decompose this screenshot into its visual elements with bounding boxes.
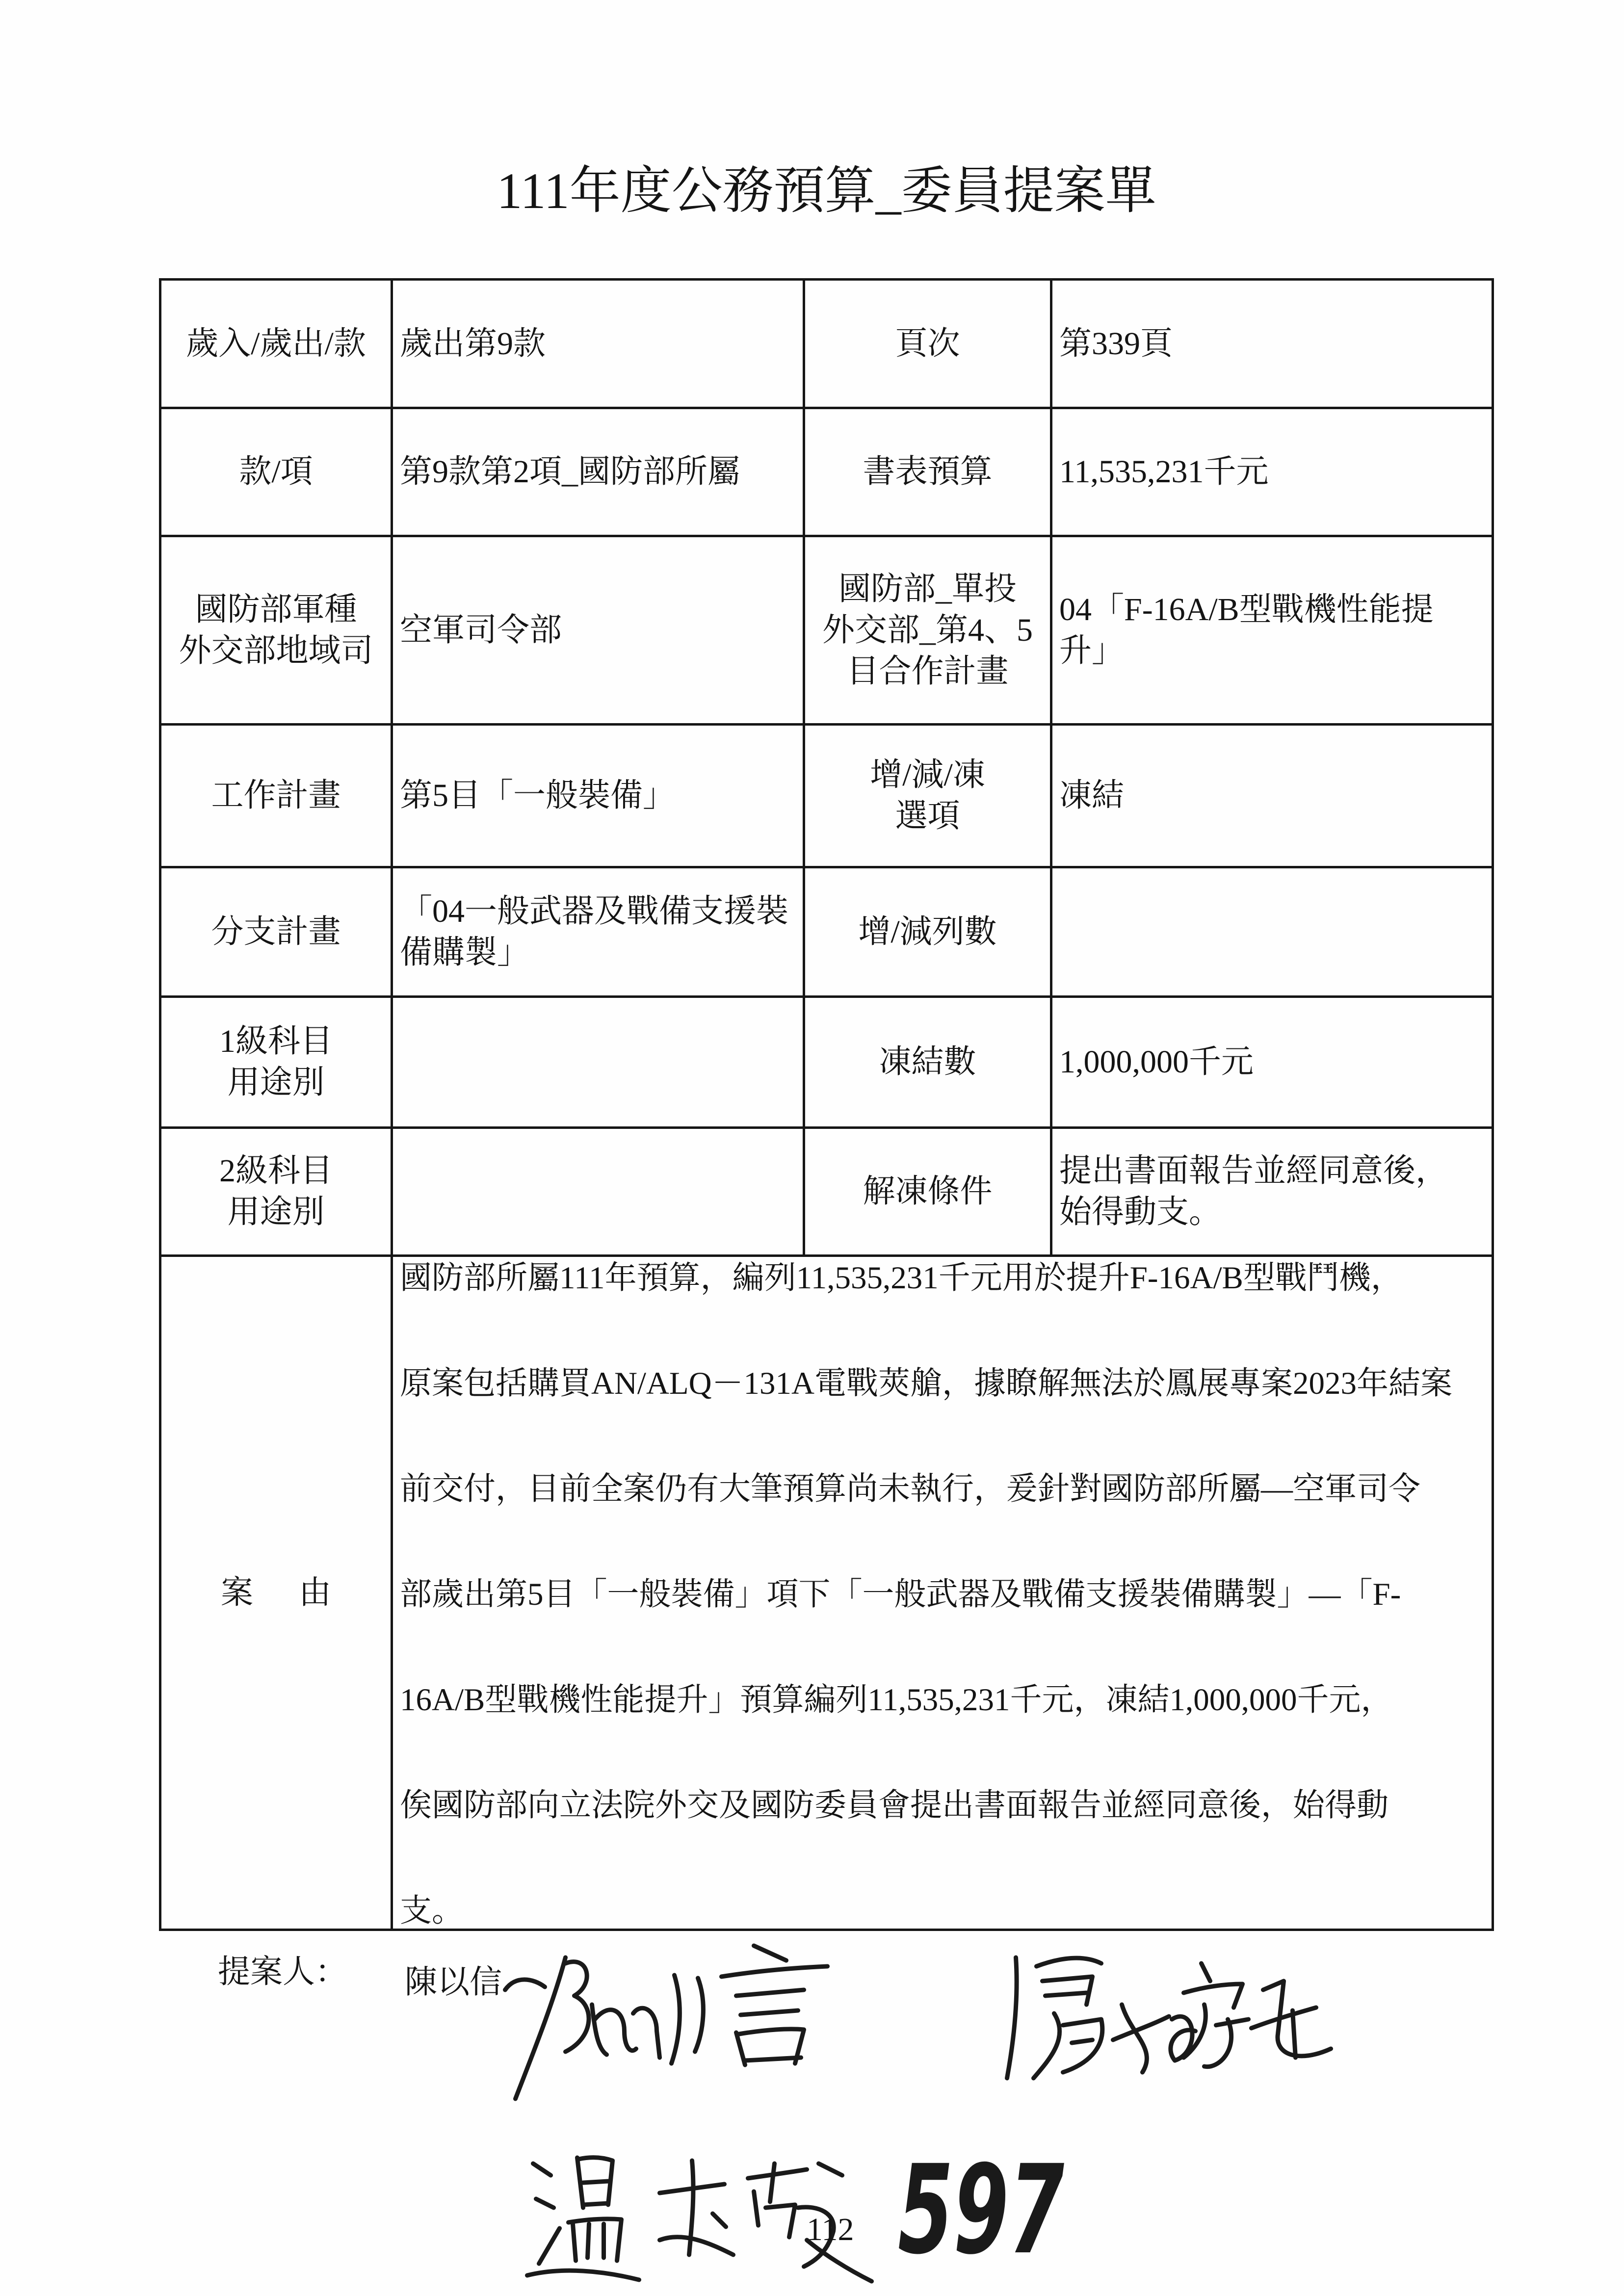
cell-text-line: 目合作計畫 [846,653,1009,689]
field-value-work-plan [393,726,805,868]
reason-text-line: 支。 [400,1893,464,1929]
cell-text-line: 升」 [1059,632,1124,669]
field-label-adjust-option [805,726,1052,868]
field-label-service-branch [161,537,393,726]
reason-label-char: 案 [221,1574,253,1611]
cell-text-line: 備購製」 [400,934,529,970]
cell-text-line: 款/項 [239,454,313,490]
field-label-statement-budget [805,409,1052,537]
cell-text-line: 外交部_第4、5 [822,612,1033,648]
field-label-adjust-amount [805,868,1052,998]
page-number: 112 [807,2212,854,2247]
cell-text-line: 歲出第9款 [400,325,546,362]
field-value-section-item [393,409,805,537]
reason-text-line: 俟國防部向立法院外交及國防委員會提出書面報告並經同意後，始得動 [400,1788,1389,1823]
reason-text-line: 部歲出第5目「一般裝備」項下「一般武器及戰備支援裝備購製」—「F- [400,1577,1401,1612]
reason-text-line: 原案包括購買AN/ALQ－131A電戰莢艙，據瞭解無法於鳳展專案2023年結案 [400,1366,1452,1401]
cell-text-line: 第339頁 [1059,325,1173,362]
field-value-unfreeze-condition [1052,1129,1494,1257]
cell-text-line: 用途別 [227,1194,325,1230]
reason-text-line: 國防部所屬111年預算，編列11,535,231千元用於提升F-16A/B型戰鬥機， [400,1260,1403,1296]
cell-text-line: 凍結數 [879,1044,976,1080]
cell-text-line: 增/減列數 [858,913,997,950]
cell-text-line: 外交部地域司 [179,632,373,669]
cell-text-line: 選項 [895,798,960,834]
cell-text-line: 1級科目 [219,1023,333,1059]
reason-text-line: 16A/B型戰機性能提升」預算編列11,535,231千元，凍結1,000,000千元， [400,1682,1393,1718]
field-label-revenue-expenditure [161,281,393,409]
cell-text-line: 11,535,231千元 [1059,454,1269,490]
field-label-freeze-amount [805,998,1052,1129]
field-value-revenue-expenditure [393,281,805,409]
reason-label-char: 由 [299,1574,331,1611]
cell-text-line: 增/減/凍 [870,757,985,793]
cell-text-line: 用途別 [227,1065,325,1100]
cell-text-line: 國防部軍種 [195,591,357,627]
field-label-page [805,281,1052,409]
proposer-label: 提案人： [218,1954,347,1990]
field-label-cooperation-plan [805,537,1052,726]
cell-text-line: 分支計畫 [211,913,341,950]
page-title: 111年度公務預算_委員提案單 [497,163,1156,219]
field-label-branch-plan [161,868,393,998]
cell-text-line: 凍結 [1059,778,1124,813]
cell-text-line: 空軍司令部 [400,612,562,648]
field-value-level1-subject [393,998,805,1129]
field-label-unfreeze-condition [805,1129,1052,1257]
field-label-level2-subject [161,1129,393,1257]
proposer-name: 陳以信 [405,1964,502,2000]
field-value-freeze-amount [1052,998,1494,1129]
cell-text-line: 1,000,000千元 [1059,1044,1254,1080]
signature-2 [1007,1957,1331,2078]
signature-1 [505,1946,828,2099]
field-label-level1-subject [161,998,393,1129]
cell-text-line: 2級科目 [219,1153,333,1189]
field-value-page [1052,281,1494,409]
field-value-reason [393,1257,1494,1931]
field-value-branch-plan [393,868,805,998]
field-value-statement-budget [1052,409,1494,537]
cell-text-line: 國防部_單投 [838,571,1017,607]
field-value-cooperation-plan [1052,537,1494,726]
field-value-adjust-option [1052,726,1494,868]
handwritten-number: 597 [898,2139,1065,2281]
cell-text-line: 始得動支。 [1059,1194,1221,1230]
field-value-service-branch [393,537,805,726]
cell-text-line: 第5目「一般裝備」 [400,778,675,813]
field-value-adjust-amount [1052,868,1494,998]
reason-text-line: 前交付，目前全案仍有大筆預算尚未執行，爰針對國防部所屬—空軍司令 [400,1471,1421,1507]
cell-text-line: 「04一般武器及戰備支援裝 [400,893,788,929]
proposal-table [159,278,1494,1931]
cell-text-line: 書表預算 [863,454,993,490]
cell-text-line: 第9款第2項_國防部所屬 [400,454,740,490]
cell-text-line: 工作計畫 [211,778,341,813]
cell-text-line: 解凍條件 [863,1174,993,1209]
cell-text-line: 歲入/歲出/款 [186,325,366,362]
cell-text-line: 頁次 [895,325,960,362]
cell-text-line: 提出書面報告並經同意後， [1059,1153,1448,1189]
cell-text-line: 04「F-16A/B型戰機性能提 [1059,591,1434,627]
field-label-work-plan [161,726,393,868]
field-label-reason [161,1257,393,1931]
field-value-level2-subject [393,1129,805,1257]
field-label-section-item [161,409,393,537]
